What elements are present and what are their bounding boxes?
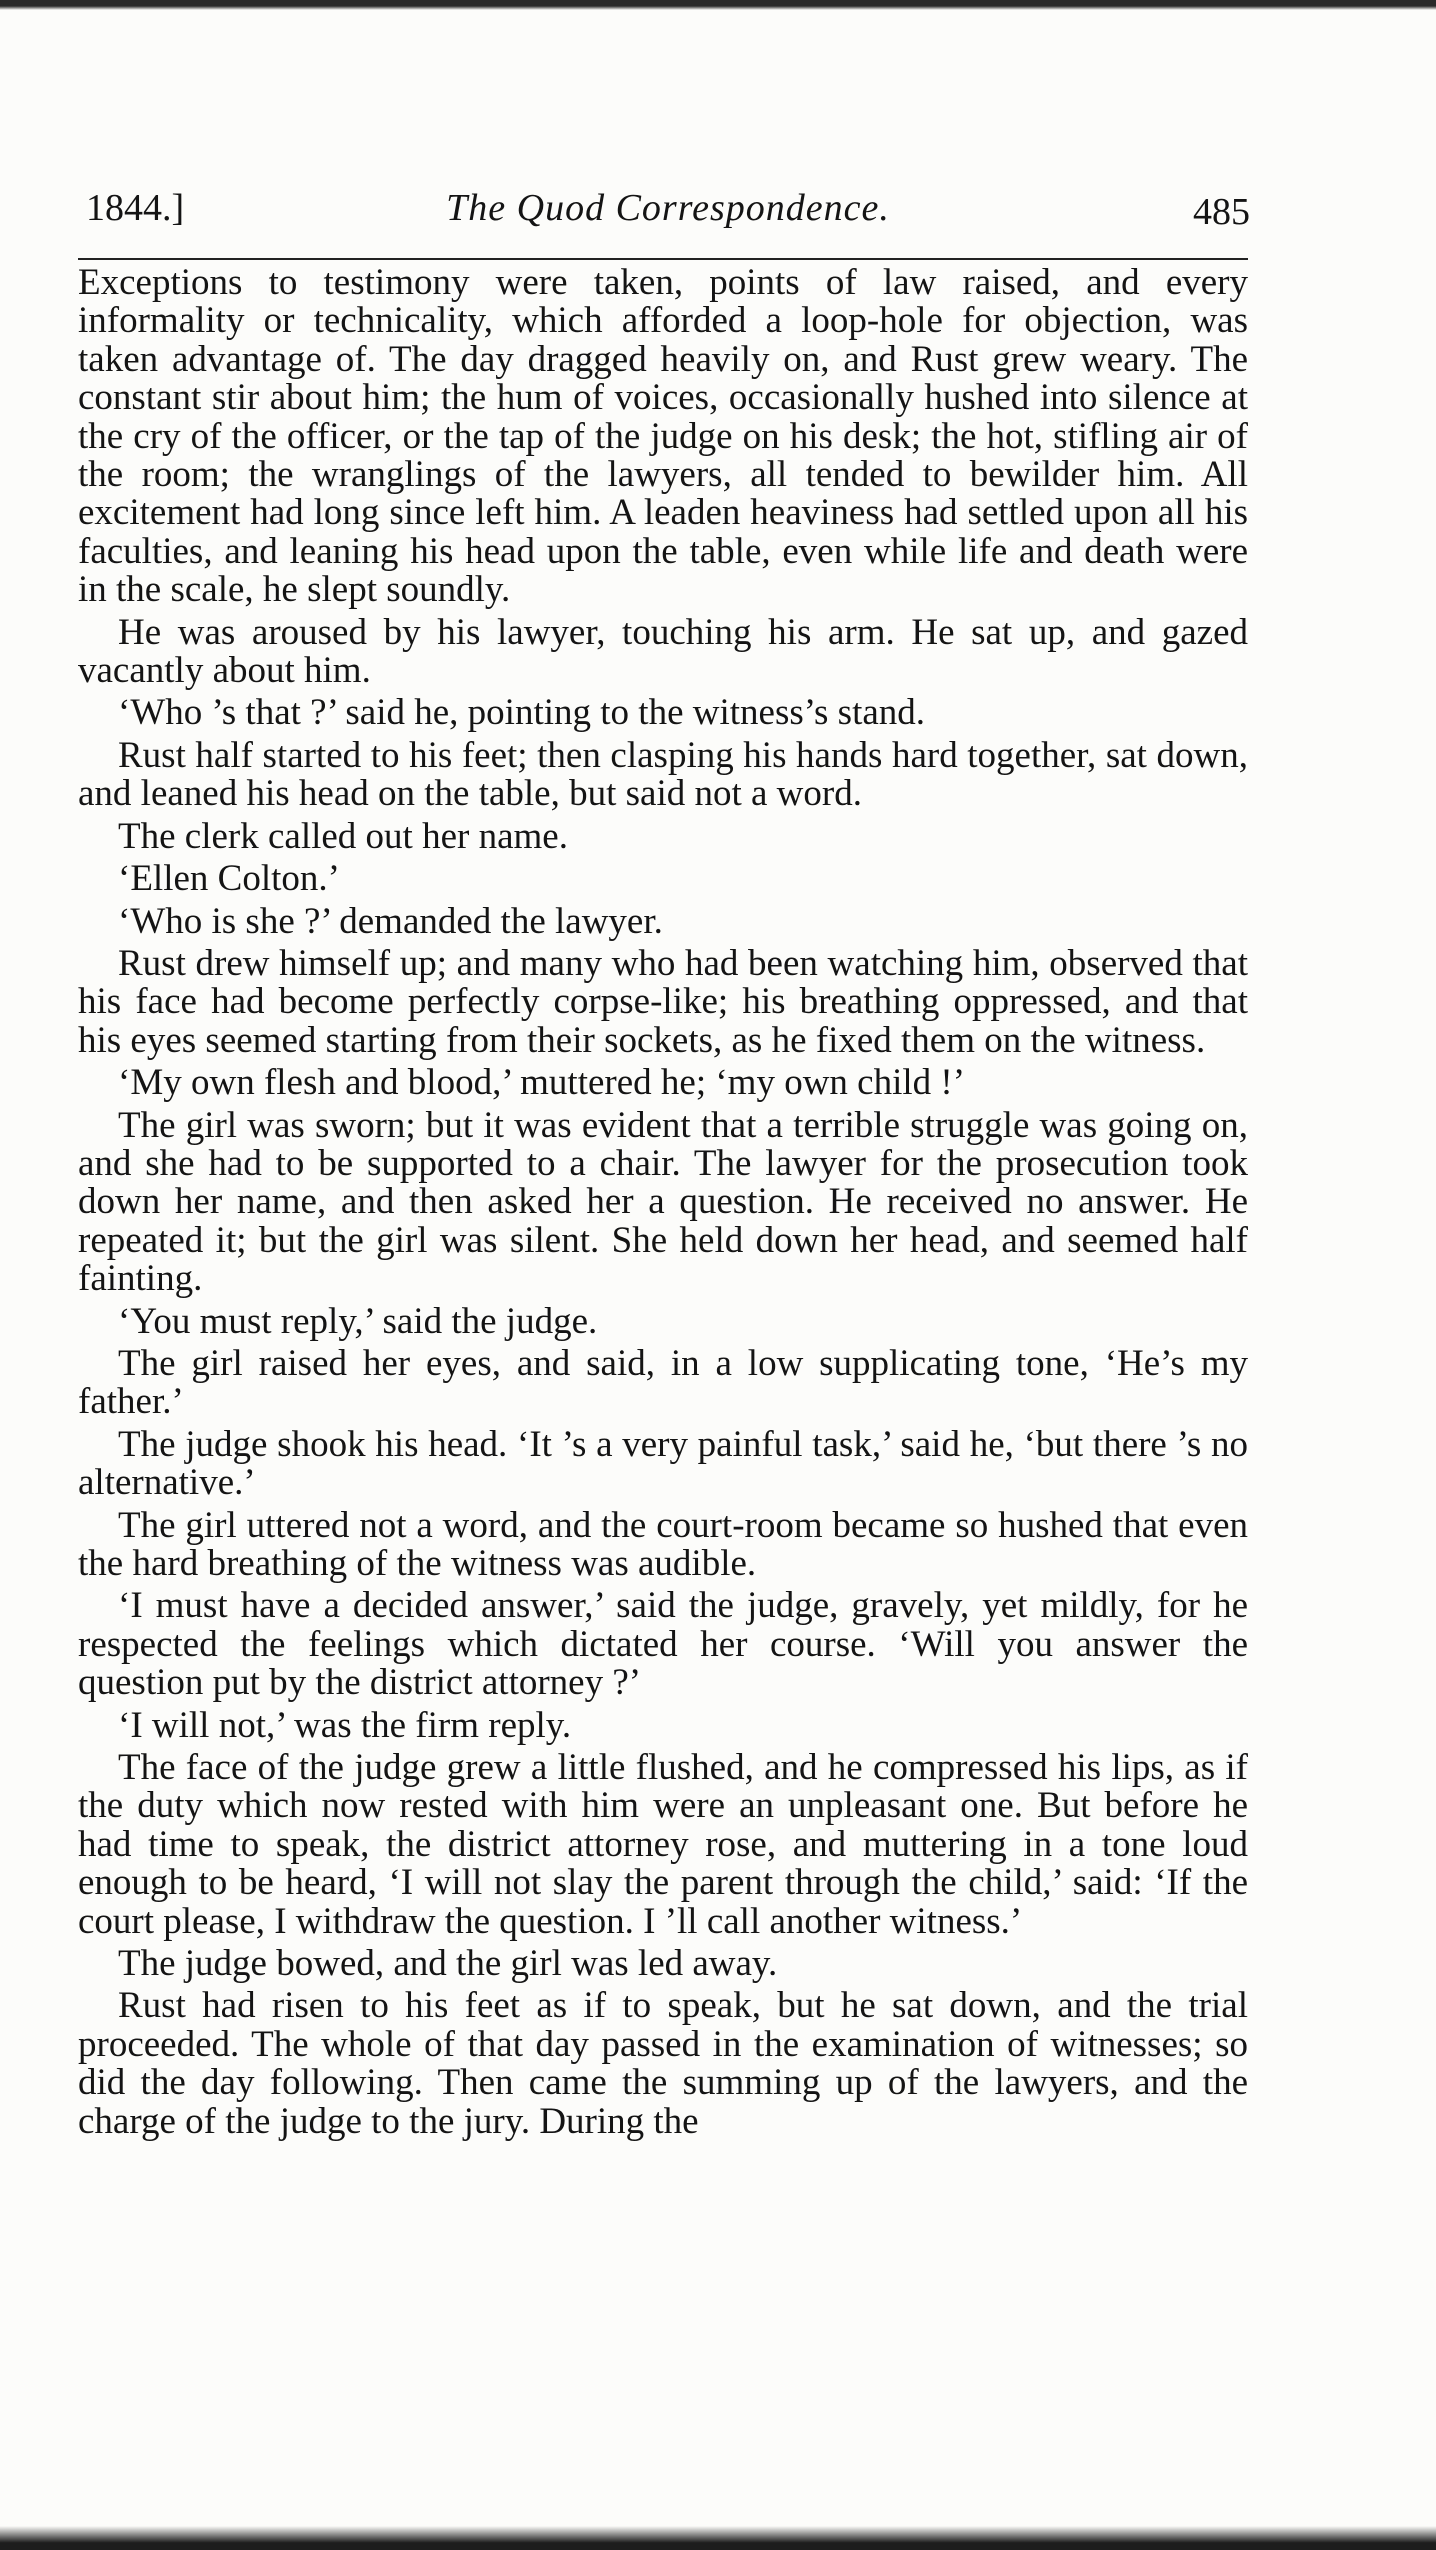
paragraph: Rust half started to his feet; then clasping his hands hard together, sat down, and leaned his head on the table, but said not a word. (78, 734, 1248, 815)
paragraph: Exceptions to testimony were taken, points of law raised, and every informality or technicality, which afforded a loop-hole for objection, was taken advantage of. The day dragged heavily on, and Rust grew weary. The constant stir about him; the hum of voices, occasionally hushed into silence at the cry of the officer, or the tap of the judge on his desk; the hot, stifling air of the room; the wranglings of the lawyers, all tended to bewilder him. All excitement had long since left him. A leaden heaviness had settled upon all his faculties, and leaning his head upon the table, even while life and death were in the scale, he slept soundly. (78, 262, 1248, 611)
paragraph: Rust had risen to his feet as if to speak, but he sat down, and the trial proceeded. The whole of that day passed in the examination of witnesses; so did the day following. Then came the summing up of the lawyers, and the charge of the judge to the jury. During the (78, 1985, 1248, 2142)
paragraph: He was aroused by his lawyer, touching his arm. He sat up, and gazed vacantly about him. (78, 611, 1248, 692)
paragraph: The face of the judge grew a little flushed, and he compressed his lips, as if the duty which now rested with him were an unpleasant one. But before he had time to speak, the district attorney rose, and muttering in a tone loud enough to be heard, ‘I will not slay the parent through the child,’ said: ‘If the court please, I withdraw the question. I ’ll call another witness.’ (78, 1747, 1248, 1942)
paragraph: ‘Who ’s that ?’ said he, pointing to the witness’s stand. (118, 692, 926, 734)
paragraph: The judge shook his head. ‘It ’s a very painful task,’ said he, ‘but there ’s no alternative.’ (78, 1423, 1248, 1504)
header-year: 1844.] (86, 187, 185, 229)
paragraph: The girl raised her eyes, and said, in a low supplicating tone, ‘He’s my father.’ (78, 1342, 1248, 1423)
header-rule (78, 258, 1248, 260)
page-top-edge (0, 0, 1436, 10)
header-title: The Quod Correspondence. (446, 187, 890, 229)
paragraph: ‘You must reply,’ said the judge. (118, 1300, 598, 1342)
paragraph: ‘Who is she ?’ demanded the lawyer. (118, 900, 663, 942)
paragraph: The girl was sworn; but it was evident that a terrible struggle was going on, and she had to be supported to a chair. The lawyer for the prosecution took down her name, and then asked her a question. He received no answer. He repeated it; but the girl was silent. She held down her head, and seemed half fainting. (78, 1104, 1248, 1300)
paragraph: Rust drew himself up; and many who had been watching him, observed that his face had become perfectly corpse-like; his breathing oppressed, and that his eyes seemed starting from their sockets, as he fixed them on the witness. (78, 942, 1248, 1061)
paragraph: ‘I will not,’ was the firm reply. (118, 1704, 572, 1746)
paragraph: ‘I must have a decided answer,’ said the judge, gravely, yet mildly, for he respected the feelings which dictated her course. ‘Will you answer the question put by the district attorney ?’ (78, 1585, 1248, 1704)
page-bottom-edge (0, 2526, 1436, 2550)
paragraph: ‘Ellen Colton.’ (118, 858, 340, 900)
paragraph: The clerk called out her name. (118, 815, 568, 857)
paragraph: The judge bowed, and the girl was led away. (118, 1943, 778, 1985)
running-head (86, 178, 1250, 234)
paragraph: ‘My own flesh and blood,’ muttered he; ‘my own child !’ (118, 1062, 966, 1104)
page-number: 485 (1193, 191, 1250, 233)
body-text (78, 264, 1248, 2145)
paragraph: The girl uttered not a word, and the court-room became so hushed that even the hard breathing of the witness was audible. (78, 1504, 1248, 1584)
